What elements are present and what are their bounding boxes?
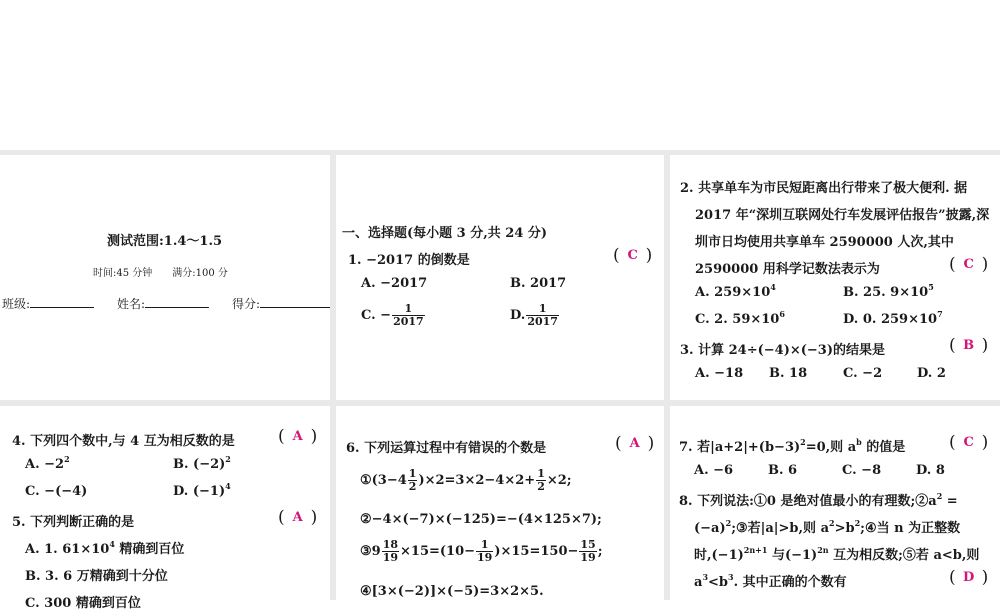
q8-line-4 (694, 571, 847, 590)
q8-l2-a: (−a) (694, 521, 726, 536)
q7-stem-exp-1: 2 (800, 437, 806, 447)
q7-answer: ( C ) (949, 432, 989, 453)
q8-line-2 (694, 517, 960, 536)
q1-c-numerator: 1 (392, 303, 425, 316)
q8-l2-exp-3: 2 (854, 518, 861, 528)
q6-item-3-part-b: ×15=(10− (400, 544, 476, 559)
q6-f5-num: 15 (580, 538, 596, 551)
q1-option-c-fraction (392, 303, 425, 328)
q7-answer-value: C (963, 435, 974, 450)
q4-option-a (25, 454, 70, 472)
q4-option-c: C. −(−4) (25, 484, 88, 499)
q7-stem-c: 的值是 (861, 440, 906, 455)
q8-l1-exp: 2 (936, 491, 943, 501)
q8-l3-exp-2: 2n (817, 545, 829, 555)
q7-stem-b: =0,则 a (805, 440, 857, 455)
q7-stem-exp-2: b (856, 437, 862, 447)
name-blank[interactable] (145, 297, 209, 308)
q6-item-1-frac-2 (536, 468, 546, 493)
q1-option-d (510, 303, 560, 328)
q8-l3-c: 互为相反数;⑤若 a<b,则 (828, 548, 980, 563)
q8-l2-c: >b (834, 521, 855, 536)
q8-l3-b: 与(−1) (767, 548, 818, 563)
q6-item-1-frac-1 (408, 468, 418, 493)
q4-answer-value: A (292, 429, 303, 444)
q8-l1-a: 8. 下列说法:①0 是绝对值最小的有理数;②a (679, 494, 937, 509)
q8-l2-d: ;④当 n 为正整数 (860, 521, 961, 536)
q8-l4-exp-2: 3 (728, 572, 734, 582)
q6-item-1 (360, 468, 572, 493)
q6-f2-den: 2 (537, 480, 545, 493)
q6-item-1-part-c: ×2; (546, 473, 572, 488)
question-panel-5 (670, 406, 1000, 600)
q5-answer-value: A (292, 510, 303, 525)
q1-option-c-label: C. − (361, 308, 392, 323)
q2-answer-value: C (963, 257, 974, 272)
q4-option-b (173, 454, 231, 472)
q2-option-b-exp: 5 (928, 282, 934, 292)
q2-option-c (695, 309, 785, 327)
q6-f3-num: 18 (382, 538, 399, 551)
q5-option-a-suffix: 精确到百位 (114, 542, 185, 557)
section-title: 一、选择题(每小题 3 分,共 24 分) (342, 226, 548, 241)
q8-l2-b: ;③若|a|>b,则 a (731, 521, 829, 536)
q7-option-d: D. 8 (916, 463, 945, 478)
q3-answer: ( B ) (949, 335, 989, 356)
q2-line-1: 2. 共享单车为市民短距离出行带来了极大便利. 据 (680, 181, 968, 196)
q4-answer: ( A ) (278, 426, 318, 447)
q6-item-3-part-a: ③9 (360, 544, 381, 559)
q6-f1-den: 2 (408, 480, 417, 493)
q5-stem: 5. 下列判断正确的是 (12, 515, 135, 530)
q7-stem (679, 436, 905, 455)
q2-option-b (843, 282, 934, 300)
q6-item-3-frac-1 (382, 539, 399, 564)
q4-option-d-text: D. (−1) (173, 484, 226, 499)
q8-l1-b: = (942, 494, 958, 509)
q4-option-a-exp: 2 (64, 454, 70, 464)
q6-f1-num: 1 (408, 467, 417, 480)
q6-stem: 6. 下列运算过程中有错误的个数是 (346, 441, 547, 456)
q1-answer-value: C (627, 248, 638, 263)
q7-option-b: B. 6 (768, 463, 798, 478)
q8-l3-exp-1: 2n+1 (743, 545, 768, 555)
q3-option-a: A. −18 (695, 366, 744, 381)
class-label: 班级: (2, 297, 31, 311)
q6-item-3-frac-3 (579, 539, 596, 564)
q7-option-a: A. −6 (694, 463, 734, 478)
question-panel-3 (0, 406, 330, 611)
q7-option-c: C. −8 (842, 463, 882, 478)
class-field[interactable] (2, 295, 94, 312)
q4-option-d (173, 481, 231, 499)
q4-option-b-text: B. (−2) (173, 457, 226, 472)
q6-item-1-part-b: )×2=3×2−4×2+ (418, 473, 536, 488)
q6-f3-den: 19 (382, 551, 399, 564)
q2-option-b-text: B. 25. 9×10 (843, 285, 929, 300)
q6-item-3-frac-2 (476, 539, 493, 564)
q1-d-denominator: 2017 (527, 315, 558, 328)
q2-option-a (695, 282, 776, 300)
q2-option-d-text: D. 0. 259×10 (843, 312, 938, 327)
q2-option-d-exp: 7 (937, 309, 943, 319)
q8-l2-exp-1: 2 (725, 518, 732, 528)
q6-item-3 (360, 539, 603, 564)
q6-f2-num: 1 (537, 467, 545, 480)
time-score: 时间:45 分钟 满分:100 分 (93, 268, 228, 279)
q1-c-denominator: 2017 (393, 315, 424, 328)
score-label: 得分: (232, 297, 261, 311)
q8-l4-b: <b (708, 575, 728, 590)
q5-option-a-text: A. 1. 61×10 (25, 542, 110, 557)
q2-option-c-exp: 6 (779, 309, 785, 319)
question-panel-2 (670, 155, 1000, 400)
q3-option-d: D. 2 (917, 366, 946, 381)
q6-answer: ( A ) (615, 433, 655, 454)
q8-answer-value: D (963, 570, 975, 585)
q1-stem: 1. −2017 的倒数是 (348, 253, 470, 268)
q2-answer: ( C ) (949, 254, 989, 275)
score-blank[interactable] (260, 297, 330, 308)
q6-item-3-part-c: )×15=150− (494, 544, 579, 559)
q1-answer: ( C ) (613, 245, 653, 266)
q5-answer: ( A ) (278, 507, 318, 528)
q8-answer: ( D ) (949, 567, 989, 588)
q7-stem-a: 7. 若|a+2|+(b−3) (679, 440, 801, 455)
q1-option-c (361, 303, 426, 328)
q2-option-a-exp: 4 (770, 282, 776, 292)
q5-option-b: B. 3. 6 万精确到十分位 (25, 569, 168, 584)
name-field[interactable] (117, 295, 209, 312)
q3-stem: 3. 计算 24÷(−4)×(−3)的结果是 (680, 343, 885, 358)
q5-option-c: C. 300 精确到百位 (25, 596, 141, 611)
q3-answer-value: B (963, 338, 975, 353)
q5-option-a (25, 538, 184, 557)
q2-line-2: 2017 年“深圳互联网处行车发展评估报告”披露,深 (695, 208, 990, 223)
q2-line-3: 圳市日均使用共享单车 2590000 人次,其中 (695, 235, 954, 250)
q4-stem: 4. 下列四个数中,与 4 互为相反数的是 (12, 434, 235, 449)
q8-line-3 (694, 544, 979, 563)
q2-option-d (843, 309, 943, 327)
q4-option-d-exp: 4 (225, 481, 231, 491)
q8-l4-c: . 其中正确的个数有 (733, 575, 847, 590)
q6-item-1-part-a: ①(3−4 (360, 473, 407, 488)
q8-line-1 (679, 490, 958, 509)
q4-option-a-text: A. −2 (25, 457, 65, 472)
q1-option-b: B. 2017 (510, 276, 567, 291)
q6-item-2: ②−4×(−7)×(−125)=−(4×125×7); (360, 512, 602, 527)
q8-l3-a: 时,(−1) (694, 548, 744, 563)
q1-option-a: A. −2017 (361, 276, 428, 291)
q8-l4-a: a (694, 575, 703, 590)
q1-option-d-label: D. (510, 308, 526, 323)
q6-f4-num: 1 (476, 539, 493, 552)
test-range: 测试范围:1.4～1.5 (107, 234, 223, 249)
q6-f4-den: 19 (477, 551, 493, 564)
q5-option-a-exp: 4 (109, 539, 115, 549)
q3-option-c: C. −2 (843, 366, 883, 381)
class-blank[interactable] (30, 297, 94, 308)
score-field[interactable] (232, 295, 330, 312)
q8-l2-exp-2: 2 (829, 518, 835, 528)
q6-f5-den: 19 (580, 551, 596, 564)
q6-item-3-part-d: ; (597, 544, 603, 559)
q2-option-a-text: A. 259×10 (695, 285, 771, 300)
test-header-panel (0, 155, 330, 400)
q6-item-4: ④[3×(−2)]×(−5)=3×2×5. (360, 584, 544, 599)
q1-d-numerator: 1 (526, 303, 559, 316)
q8-l4-exp-1: 3 (702, 572, 709, 582)
q2-option-c-text: C. 2. 59×10 (695, 312, 780, 327)
name-label: 姓名: (117, 297, 146, 311)
q4-option-b-exp: 2 (225, 454, 231, 464)
q6-answer-value: A (629, 436, 640, 451)
q2-line-4: 2590000 用科学记数法表示为 (695, 262, 880, 277)
question-panel-4 (336, 406, 664, 600)
q1-option-d-fraction (526, 303, 559, 328)
q3-option-b: B. 18 (769, 366, 808, 381)
question-panel-1 (336, 155, 664, 400)
